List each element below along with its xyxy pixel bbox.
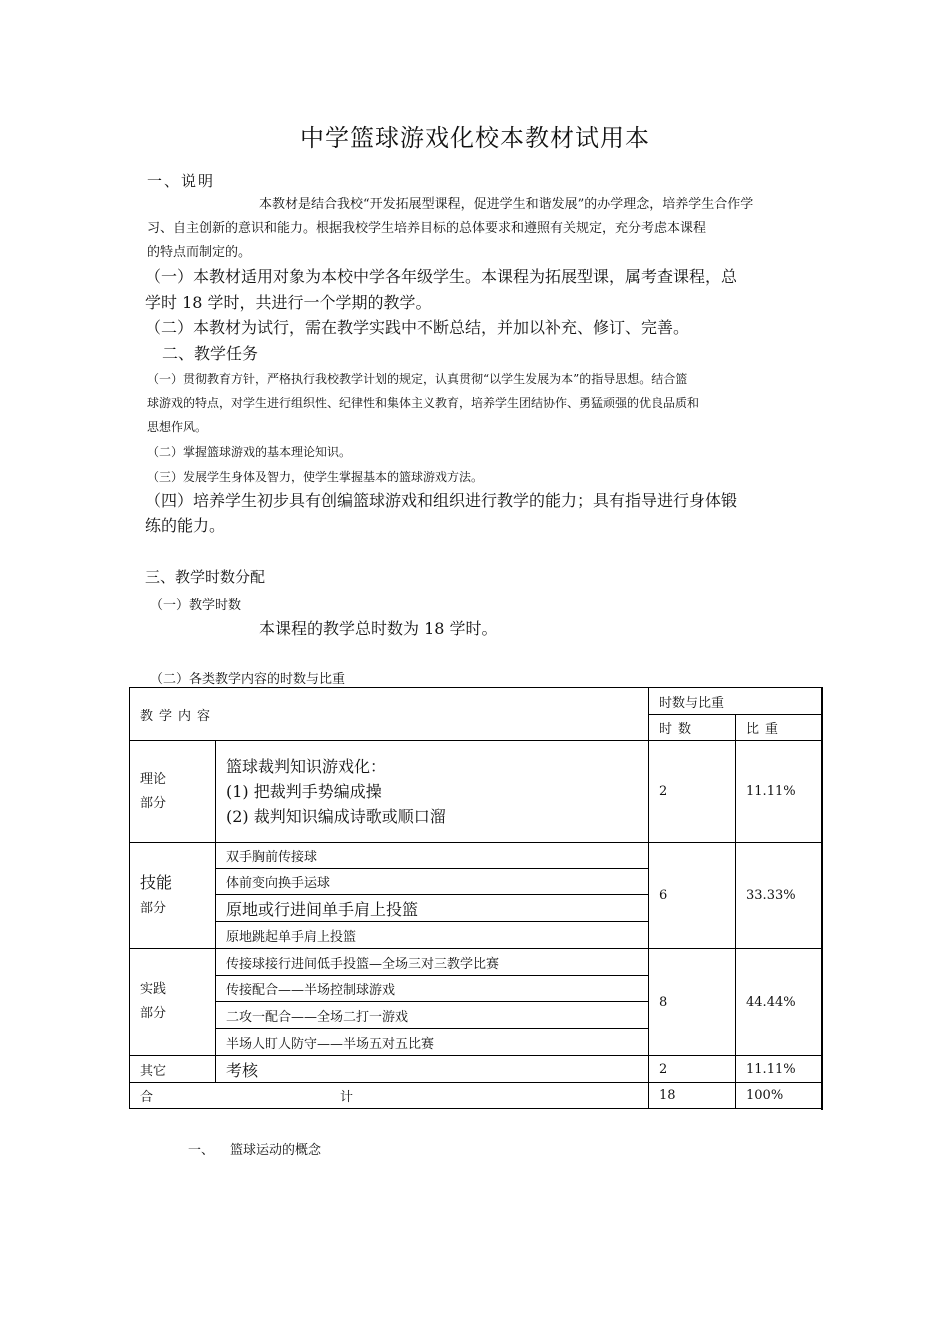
theory-label — [130, 741, 216, 843]
practice-label-2: 部分 — [140, 1006, 167, 1021]
practice-row-3: 二攻一配合——全场二打一游戏 — [216, 1002, 649, 1029]
intro-line-1: 本教材是结合我校“开发拓展型课程，促进学生和谐发展”的办学理念，培养学生合作学 — [259, 197, 754, 212]
footer-heading — [188, 1139, 321, 1158]
s3-sub-2-heading: （二）各类教学内容的时数与比重 — [150, 672, 346, 687]
s2-item-4-line-2: 练的能力。 — [145, 516, 226, 535]
other-content: 考核 — [216, 1056, 649, 1083]
other-label: 其它 — [130, 1056, 216, 1083]
s3-sub-1-heading: （一）教学时数 — [150, 598, 242, 613]
document-title: 中学篮球游戏化校本教材试用本 — [300, 124, 650, 152]
skill-label-1: 技能 — [140, 872, 173, 892]
header-hours: 时数 — [649, 715, 736, 741]
table-right-border — [821, 687, 823, 1110]
practice-label — [130, 949, 216, 1056]
other-weight: 11.11% — [736, 1056, 823, 1083]
theory-content — [216, 741, 649, 843]
header-hours-weight: 时数与比重 — [649, 688, 823, 715]
section-3-heading: 三、教学时数分配 — [145, 568, 266, 586]
s1-item-1-line-2: 学时 18 学时，共进行一个学期的教学。 — [145, 293, 432, 312]
section-1-heading: 一、说明 — [147, 172, 216, 190]
theory-hours: 2 — [649, 741, 736, 843]
s2-item-3: （三）发展学生身体及智力，使学生掌握基本的篮球游戏方法。 — [147, 470, 484, 484]
skill-row-3: 原地或行进间单手肩上投篮 — [216, 895, 649, 922]
intro-line-3: 的特点而制定的。 — [147, 245, 252, 260]
intro-line-2: 习、自主创新的意识和能力。根据我校学生培养目标的总体要求和遵照有关规定，充分考虑本课程 — [147, 221, 707, 236]
practice-weight: 44.44% — [736, 949, 823, 1056]
theory-content-line-2: (1) 把裁判手势编成操 — [226, 782, 382, 801]
practice-row-4: 半场人盯人防守——半场五对五比赛 — [216, 1029, 649, 1056]
theory-label-1: 理论 — [140, 771, 167, 787]
section-2-heading: 二、教学任务 — [162, 344, 259, 363]
s2-item-1-line-1: （一）贯彻教育方针，严格执行我校教学计划的规定，认真贯彻“以学生发展为本”的指导思想。结合篮 — [147, 372, 688, 386]
hours-table — [129, 687, 823, 1109]
s1-item-1-line-1: （一）本教材适用对象为本校中学各年级学生。本课程为拓展型课，属考查课程，总 — [145, 267, 738, 286]
total-label-left: 合 — [140, 1090, 154, 1105]
skill-row-4: 原地跳起单手肩上投篮 — [216, 922, 649, 949]
s1-item-2: （二）本教材为试行，需在教学实践中不断总结，并加以补充、修订、完善。 — [145, 318, 690, 337]
theory-content-line-3: (2) 裁判知识编成诗歌或顺口溜 — [226, 807, 446, 826]
total-hours: 18 — [649, 1083, 736, 1109]
practice-row-1: 传接球接行进间低手投篮—全场三对三教学比赛 — [216, 949, 649, 976]
footer-text: 篮球运动的概念 — [230, 1143, 322, 1158]
total-weight: 100% — [736, 1083, 823, 1109]
practice-label-1: 实践 — [140, 982, 167, 997]
practice-row-2: 传接配合——半场控制球游戏 — [216, 976, 649, 1002]
theory-weight: 11.11% — [736, 741, 823, 843]
s2-item-2: （二）掌握篮球游戏的基本理论知识。 — [147, 445, 352, 459]
skill-row-1: 双手胸前传接球 — [216, 843, 649, 869]
total-label-right: 计 — [340, 1090, 354, 1105]
header-weight: 比重 — [736, 715, 823, 741]
footer-number: 一、 — [188, 1143, 215, 1158]
skill-row-2: 体前变向换手运球 — [216, 869, 649, 895]
s2-item-1-line-2: 球游戏的特点，对学生进行组织性、纪律性和集体主义教育，培养学生团结协作、勇猛顽强的优良品质和 — [147, 396, 700, 410]
header-content: 教学内容 — [130, 688, 649, 741]
s2-item-4-line-1: （四）培养学生初步具有创编篮球游戏和组织进行教学的能力；具有指导进行身体锻 — [145, 491, 738, 510]
skill-label-2: 部分 — [140, 900, 167, 916]
s2-item-1-line-3: 思想作风。 — [147, 420, 208, 434]
theory-label-2: 部分 — [140, 795, 167, 811]
practice-hours: 8 — [649, 949, 736, 1056]
skill-weight: 33.33% — [736, 843, 823, 949]
s3-sub-1-text: 本课程的教学总时数为 18 学时。 — [259, 619, 498, 638]
skill-label — [130, 843, 216, 949]
total-label — [130, 1083, 649, 1109]
theory-content-line-1: 篮球裁判知识游戏化： — [226, 757, 387, 776]
other-hours: 2 — [649, 1056, 736, 1083]
skill-hours: 6 — [649, 843, 736, 949]
